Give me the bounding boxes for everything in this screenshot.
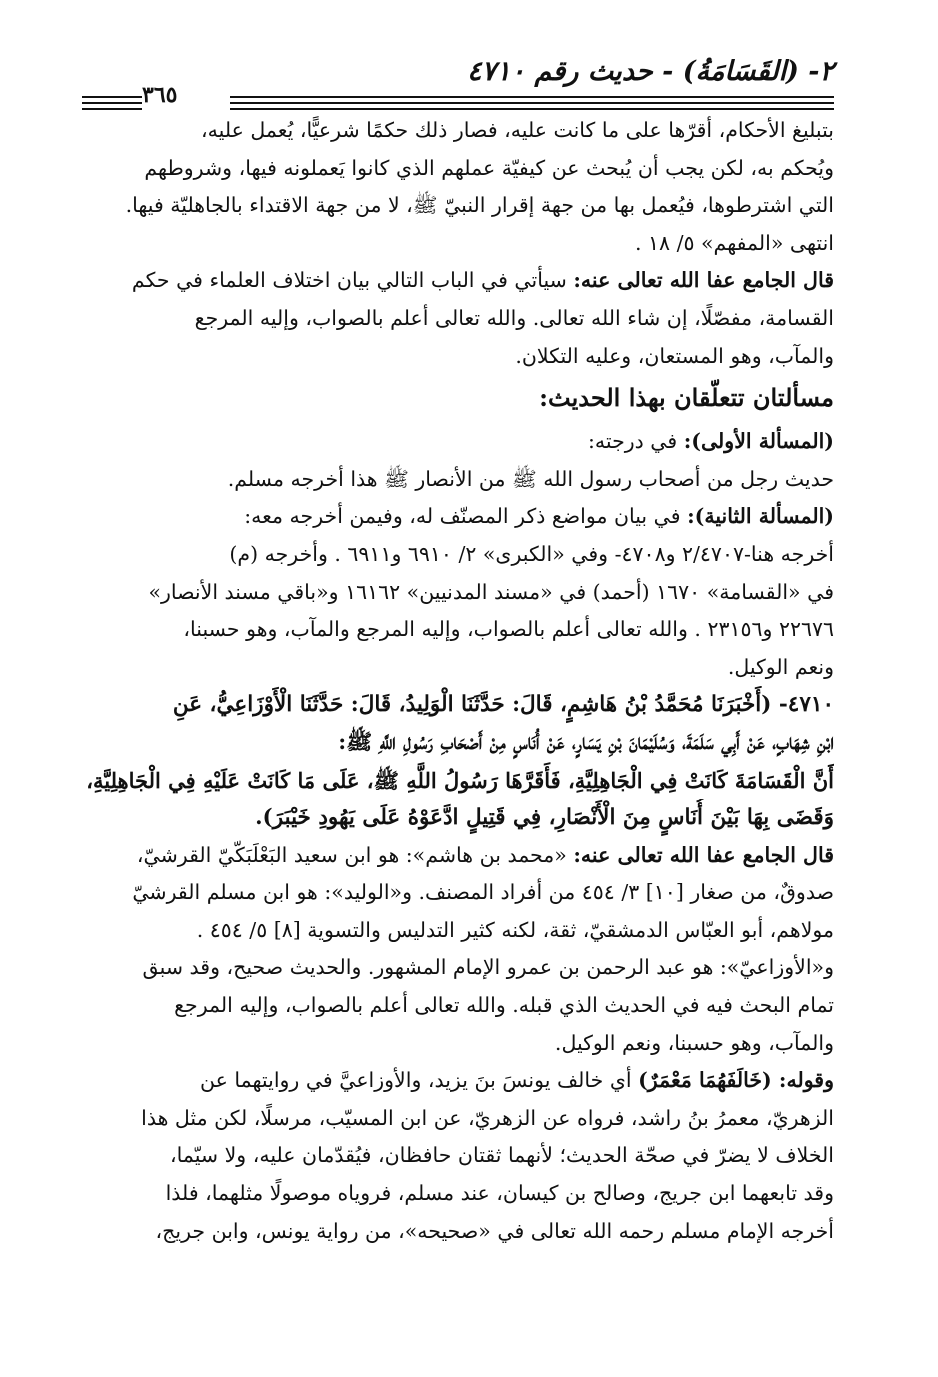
paragraph (82, 112, 834, 262)
page-header (82, 48, 834, 112)
page-number: ٣٦٥ (142, 82, 178, 108)
book-page (82, 48, 834, 1250)
text-line (82, 837, 834, 875)
header-rule (230, 96, 834, 98)
text-fragment: في بيان مواضع ذكر المصنّف له، وفيمن أخرجه معه: (244, 504, 688, 529)
paragraph (82, 498, 834, 686)
issue-label: (المسألة الأولى): (683, 429, 834, 454)
text-line: الزهريّ، معمرُ بنُ راشد، فرواه عن الزهريّ، عن ابن المسيّب، مرسلًا، لكن مثل هذا (141, 1105, 834, 1130)
text-line: ٢٢٦٧٦ و٢٣١٥٦ . والله تعالى أعلم بالصواب، وإليه المرجع والمآب، وهو حسبنا، (183, 617, 834, 642)
text-line: القسامة، مفصّلًا، إن شاء الله تعالى. والله تعالى أعلم بالصواب، وإليه المرجع (194, 305, 834, 330)
text-line (82, 498, 834, 536)
text-line: والمآب، وهو حسبنا، ونعم الوكيل. (554, 1030, 834, 1055)
text-line: والمآب، وهو المستعان، وعليه التكلان. (515, 343, 834, 368)
text-line: مولاهم، أبو العبّاس الدمشقيّ، ثقة، لكنه كثير التدليس والتسوية [٨] ٥/ ٤٥٤ . (196, 917, 834, 942)
text-line: صدوقٌ، من صغار [١٠] ٣/ ٤٥٤ من أفراد المصنف. و«الوليد»: هو ابن مسلم القرشيّ (132, 880, 834, 905)
issue-label: (المسألة الثانية): (687, 504, 834, 529)
header-rule (82, 108, 142, 110)
compiler-remark-lead: قال الجامع عفا الله تعالى عنه: (573, 268, 834, 293)
text-line: أخرجه هنا-٢/٤٧٠٧ و٤٧٠٨- وفي «الكبرى» ٢/ ٦٩١٠ و٦٩١١ . وأخرجه (م) (229, 541, 834, 566)
text-line: انتهى «المفهم» ٥/ ١٨ . (634, 230, 834, 255)
text-line: الخلاف لا يضرّ في صحّة الحديث؛ لأنهما ثقتان حافظان، فيُقدّمان عليه، ولا سيّما، (170, 1143, 834, 1168)
paragraph (82, 837, 834, 1063)
text-line: ٤٧١٠- (أَخْبَرَنَا مُحَمَّدُ بْنُ هَاشِمٍ، قَالَ: حَدَّثَنَا الْوَلِيدُ، قَالَ: حَدَّثَنَا الْأَوْزَاعِيُّ، عَنِ (172, 692, 834, 718)
quoted-phrase: وقوله: (خَالَفَهُمَا مَعْمَرٌ) (638, 1068, 834, 1093)
text-line (82, 262, 834, 300)
text-line: ويُحكم به، لكن يجب أن يُبحث عن كيفيّة عملهم الذي كانوا يَعملونه فيها، وشروطهم (144, 155, 834, 180)
header-rule (230, 108, 834, 110)
text-fragment: سيأتي في الباب التالي بيان اختلاف العلماء في حكم (131, 268, 574, 293)
text-line: أَنَّ الْقَسَامَةَ كَانَتْ فِي الْجَاهِلِيَّةِ، فَأَقَرَّهَا رَسُولُ اللَّهِ ﷺ، عَلَى مَا كَانَتْ عَلَيْهِ فِي الْجَاهِلِيَّةِ، (86, 767, 834, 793)
header-rule (82, 102, 142, 104)
paragraph (82, 423, 834, 498)
text-line: ونعم الوكيل. (727, 654, 834, 679)
text-fragment: «محمد بن هاشم»: هو ابن سعيد البَعْلَبَكّيّ القرشيّ، (136, 842, 574, 867)
text-line (82, 423, 834, 461)
text-line (82, 1062, 834, 1100)
paragraph (82, 262, 834, 375)
text-line: وَقَضَى بِهَا بَيْنَ أُنَاسٍ مِنَ الْأَنْصَارِ، فِي قَتِيلٍ ادَّعَوْهُ عَلَى يَهُودِ خَيْبَرَ). (255, 805, 834, 831)
header-rule (82, 96, 142, 98)
hadith-text (82, 686, 834, 836)
section-heading: مسألتان تتعلّقان بهذا الحديث: (539, 383, 834, 413)
text-line: التي اشترطوها، فيُعمل بها من جهة إقرار النبيّ ﷺ، لا من جهة الاقتداء بالجاهليّة فيها. (125, 193, 834, 218)
text-line: حديث رجل من أصحاب رسول الله ﷺ من الأنصار ﷺ هذا أخرجه مسلم. (227, 466, 834, 491)
text-fragment: أي خالف يونسَ بنَ يزيد، والأوزاعيَّ في روايتهما عن (200, 1068, 639, 1093)
text-line: في «القسامة» ١٦٧٠ (أحمد) في «مسند المدنيين» ١٦١٦٢ و«باقي مسند الأنصار» (148, 579, 834, 604)
compiler-remark-lead: قال الجامع عفا الله تعالى عنه: (573, 842, 834, 867)
text-fragment: في درجته: (587, 429, 684, 454)
text-line: وقد تابعهما ابن جريج، وصالح بن كيسان، عند مسلم، فروياه موصولًا مثلهما، فلذا (165, 1181, 834, 1206)
header-rule (230, 102, 834, 104)
text-line: ابْنِ شِهَابٍ، عَنْ أَبِي سَلَمَةَ، وَسُلَيْمَانَ بْنِ يَسَارٍ، عَنْ أُنَاسٍ مِنْ أَصْحَابِ رَسُولِ اللَّهِ ﷺ: (338, 729, 834, 755)
text-line: أخرجه الإمام مسلم رحمه الله تعالى في «صحيحه»، من رواية يونس، وابن جريج، (155, 1218, 834, 1243)
text-line: تمام البحث فيه في الحديث الذي قبله. والله تعالى أعلم بالصواب، وإليه المرجع (174, 993, 834, 1018)
paragraph (82, 1062, 834, 1250)
text-line: و«الأوزاعيّ»: هو عبد الرحمن بن عمرو الإمام المشهور. والحديث صحيح، وقد سبق (142, 955, 834, 980)
text-line: بتبليغ الأحكام، أقرّها على ما كانت عليه، فصار ذلك حكمًا شرعيًّا، يُعمل عليه، (201, 118, 834, 142)
running-title: ٢- (القَسَامَةُ) - حديث رقم ٤٧١٠ (467, 56, 834, 87)
